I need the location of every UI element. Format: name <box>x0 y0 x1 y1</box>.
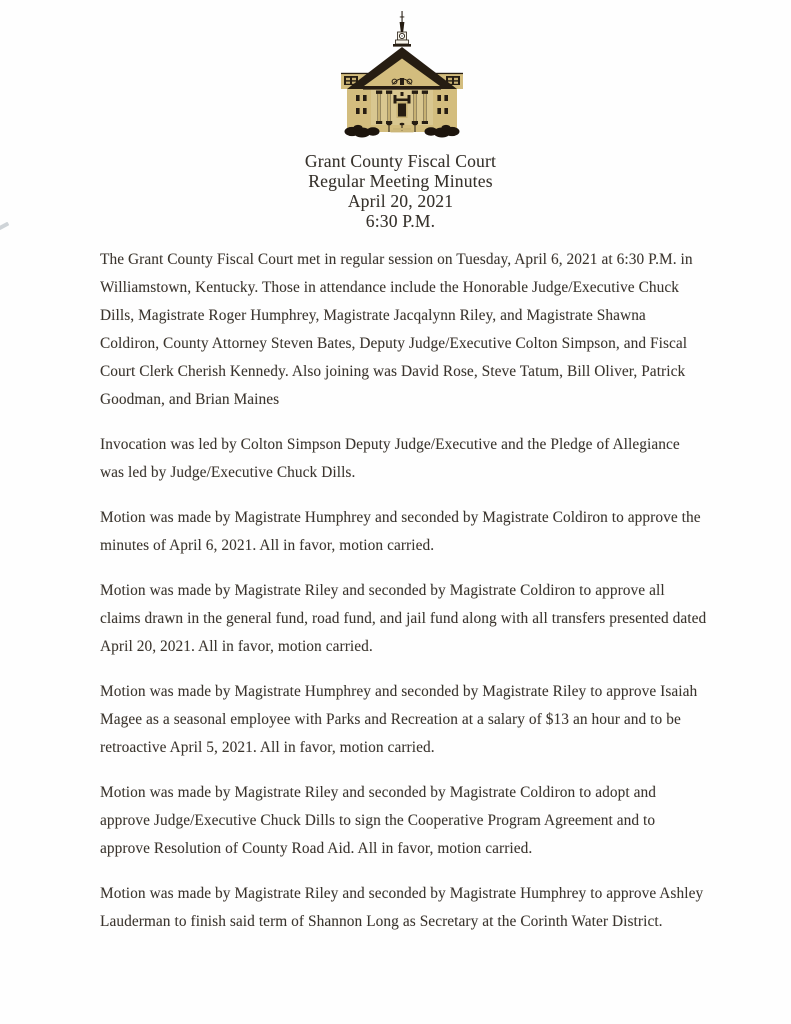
spire <box>393 11 411 47</box>
paragraph-attendance: The Grant County Fiscal Court met in regular session on Tuesday, April 6, 2021 at 6:30 P.M. in Williamstown, Kentucky. Those in attendance include the Honorable Judge/Executive Chuck Dills, Magistrate Roger Humphrey, Magistrate Jacqalynn Riley, and Magistrate Shawna Coldiron, County Attorney Steven Bates, Deputy Judge/Executive Colton Simpson, and Fiscal Court Clerk Cherish Kennedy. Also joining was David Rose, Steve Tatum, Bill Oliver, Patrick Goodman, and Brian Maines <box>100 251 693 408</box>
minutes-body <box>100 246 707 936</box>
title-block <box>10 151 791 231</box>
courthouse-building-icon <box>327 10 477 145</box>
paragraph-invocation: Invocation was led by Colton Simpson Deputy Judge/Executive and the Pledge of Allegiance was led by Judge/Executive Chuck Dills. <box>100 436 680 481</box>
document-org-name: Grant County Fiscal Court <box>304 151 497 171</box>
meeting-date: April 20, 2021 <box>347 191 454 211</box>
paragraph-motion-water-district: Motion was made by Magistrate Riley and seconded by Magistrate Humphrey to approve Ashley Lauderman to finish said term of Shannon Long as Secretary at the Corinth Water District. <box>100 885 704 930</box>
paragraph-motion-seasonal-employee: Motion was made by Magistrate Humphrey and seconded by Magistrate Riley to approve Isaiah Magee as a seasonal employee with Parks and Recreation at a salary of $13 an hour and to be retroactive April 5, 2021. All in favor, motion carried. <box>100 683 698 756</box>
paragraph-motion-minutes-approval: Motion was made by Magistrate Humphrey and seconded by Magistrate Coldiron to approve the minutes of April 6, 2021. All in favor, motion carried. <box>100 509 701 554</box>
paragraph-motion-road-aid: Motion was made by Magistrate Riley and seconded by Magistrate Coldiron to adopt and approve Judge/Executive Chuck Dills to sign the Cooperative Program Agreement and to approve Resolution of County Road Aid. All in favor, motion carried. <box>100 784 657 857</box>
meeting-time: 6:30 P.M. <box>365 211 436 231</box>
paragraph-motion-claims: Motion was made by Magistrate Riley and seconded by Magistrate Coldiron to approve all claims drawn in the general fund, road fund, and jail fund along with all transfers presented dated April 20, 2021. All in favor, motion carried. <box>100 582 707 655</box>
document-header <box>0 0 791 231</box>
document-type: Regular Meeting Minutes <box>308 171 493 191</box>
